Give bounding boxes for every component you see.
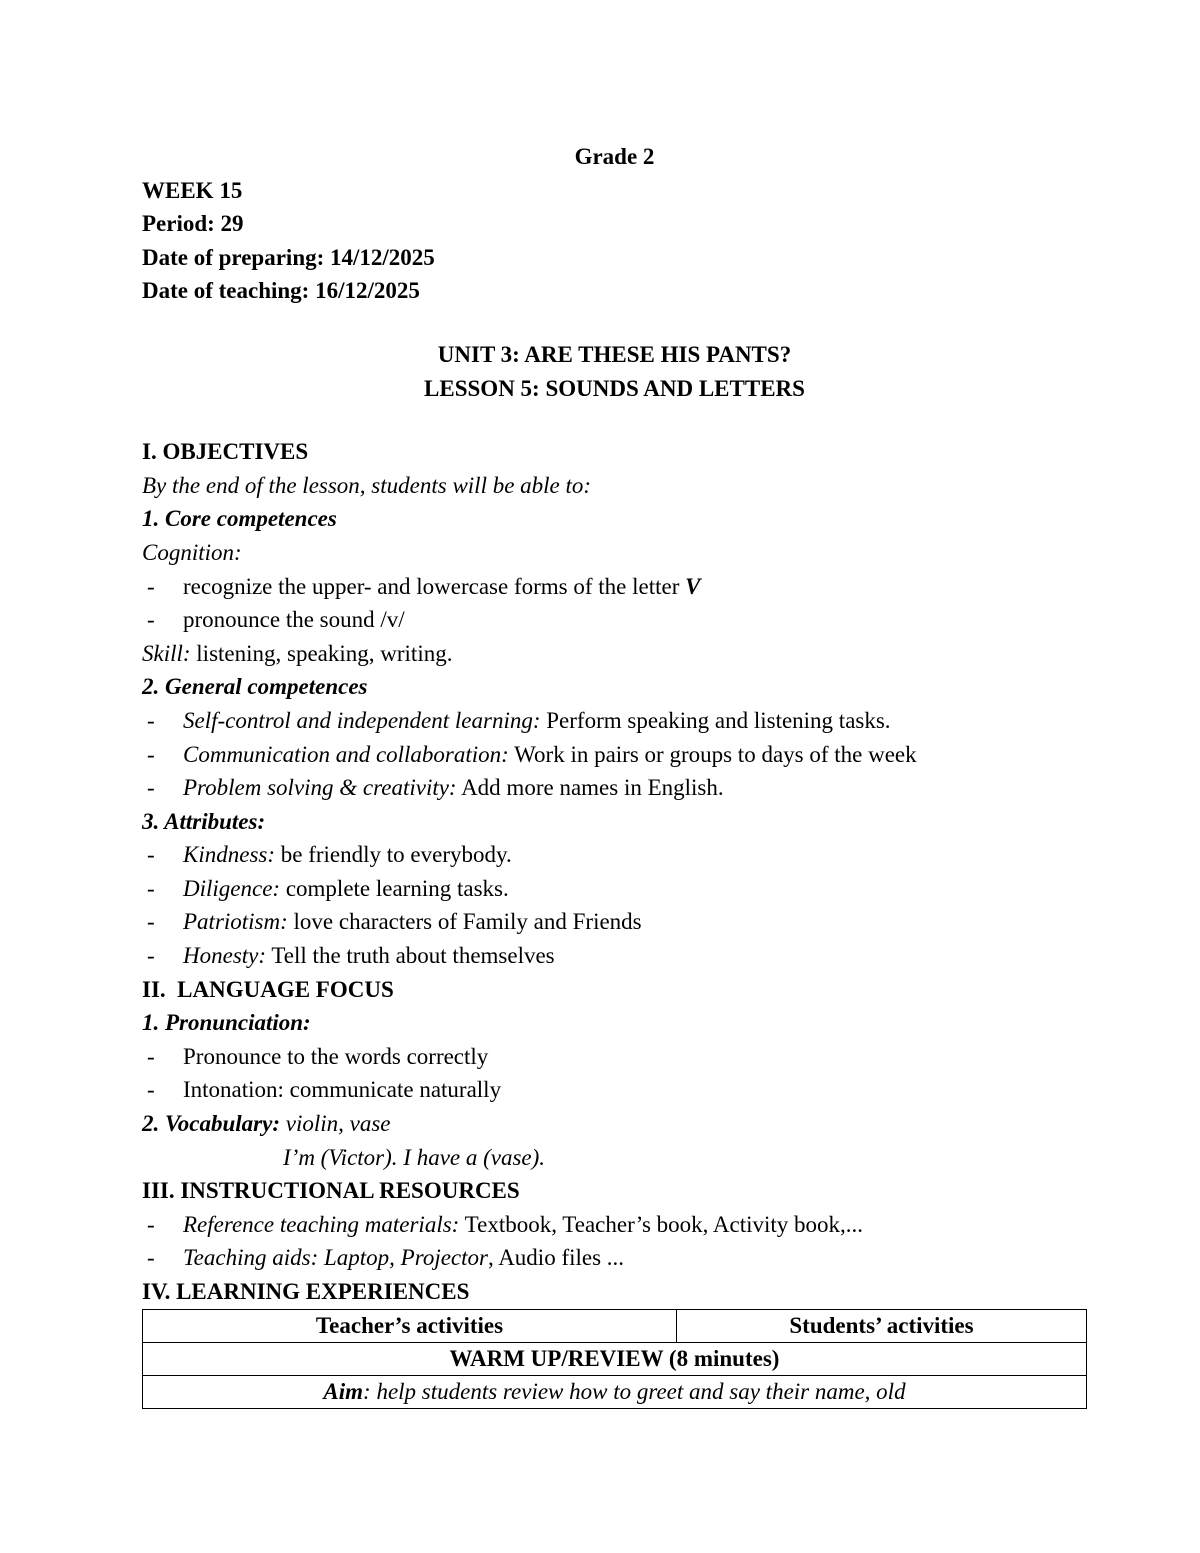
learning-experiences-table (142, 1309, 1087, 1409)
date-teaching: Date of teaching: 16/12/2025 (142, 278, 420, 304)
attribute-text: love characters of Family and Friends (287, 909, 642, 935)
table-row (143, 1342, 1087, 1375)
lesson-title: LESSON 5: SOUNDS AND LETTERS (424, 375, 805, 401)
vocabulary-example: I’m (Victor). I have a (vase). (283, 1144, 546, 1170)
competence-label: Communication and collaboration: (183, 741, 509, 767)
general-competences-heading: 2. General competences (142, 674, 368, 700)
dash-bullet: - (147, 842, 155, 868)
list-item (142, 838, 1087, 872)
stage-heading-cell: WARM UP/REVIEW (8 minutes) (143, 1342, 1087, 1375)
dash-bullet: - (147, 775, 155, 801)
dash-bullet: - (147, 875, 155, 901)
objectives-intro: By the end of the lesson, students will be able to: (142, 472, 592, 498)
attribute-text: be friendly to everybody. (275, 842, 512, 868)
cognition-item-text: recognize the upper- and lowercase forms of the letter (183, 573, 686, 599)
cognition-list (142, 570, 1087, 637)
competence-label: Self-control and independent learning: (183, 707, 541, 733)
aim-text: : help students review how to greet and say their name, old (363, 1378, 906, 1404)
list-item (142, 1208, 1087, 1242)
dash-bullet: - (147, 943, 155, 969)
resource-label: Reference teaching materials: (183, 1211, 460, 1237)
general-competences-list (142, 704, 1087, 805)
attribute-label: Honesty: (183, 943, 267, 969)
attribute-text: complete learning tasks. (280, 875, 509, 901)
aim-cell (143, 1375, 1087, 1408)
list-item (142, 738, 1087, 772)
competence-text: Perform speaking and listening tasks. (540, 707, 891, 733)
list-item (142, 905, 1087, 939)
list-item (142, 570, 1087, 604)
competence-text: Work in pairs or groups to days of the week (508, 741, 917, 767)
list-item (142, 603, 1087, 637)
students-activities-header: Students’ activities (677, 1309, 1087, 1342)
list-item (142, 1241, 1087, 1275)
table-header-row (143, 1309, 1087, 1342)
attribute-label: Kindness: (183, 842, 275, 868)
dash-bullet: - (147, 1211, 155, 1237)
dash-bullet: - (147, 573, 155, 599)
pronunciation-item-text: Pronounce to the words correctly (183, 1043, 489, 1069)
dash-bullet: - (147, 1245, 155, 1271)
letter-v: V (685, 573, 701, 599)
cognition-item-text: pronounce the sound /v/ (183, 607, 405, 633)
skill-label: Skill: (142, 640, 191, 666)
vocabulary-words: violin, vase (280, 1111, 391, 1137)
pronunciation-heading: 1. Pronunciation: (142, 1010, 311, 1036)
dash-bullet: - (147, 1077, 155, 1103)
list-item (142, 872, 1087, 906)
attributes-list (142, 838, 1087, 972)
competence-text: Add more names in English. (456, 775, 724, 801)
attribute-label: Patriotism: (183, 909, 288, 935)
period-label: Period: 29 (142, 211, 244, 237)
lesson-plan-page (142, 140, 1087, 1409)
attribute-text: Tell the truth about themselves (266, 943, 555, 969)
week-label: WEEK 15 (142, 177, 243, 203)
pronunciation-list (142, 1040, 1087, 1107)
lesson-title-block (142, 338, 1087, 405)
unit-title: UNIT 3: ARE THESE HIS PANTS? (437, 341, 792, 367)
dash-bullet: - (147, 741, 155, 767)
list-item (142, 939, 1087, 973)
resource-label: Teaching aids: Laptop, Projector (183, 1245, 488, 1271)
pronunciation-item-text: Intonation: communicate naturally (183, 1077, 502, 1103)
list-item (142, 771, 1087, 805)
list-item (142, 1040, 1087, 1074)
skill-text: listening, speaking, writing. (190, 640, 453, 666)
attribute-label: Diligence: (183, 875, 281, 901)
dash-bullet: - (147, 1043, 155, 1069)
competence-label: Problem solving & creativity: (183, 775, 457, 801)
grade-label: Grade 2 (574, 144, 655, 169)
table-row (143, 1375, 1087, 1408)
list-item (142, 1073, 1087, 1107)
dash-bullet: - (147, 707, 155, 733)
learning-experiences-heading: IV. LEARNING EXPERIENCES (142, 1279, 470, 1304)
skill-line (142, 637, 1087, 671)
list-item (142, 704, 1087, 738)
aim-label: Aim (323, 1378, 364, 1404)
resource-text: , Audio files ... (487, 1245, 625, 1271)
vocabulary-heading: 2. Vocabulary: (142, 1111, 280, 1137)
dash-bullet: - (147, 909, 155, 935)
attributes-heading: 3. Attributes: (142, 808, 266, 834)
date-preparing: Date of preparing: 14/12/2025 (142, 244, 435, 270)
cognition-label: Cognition: (142, 539, 242, 565)
objectives-heading: I. OBJECTIVES (142, 439, 309, 465)
vocabulary-line (142, 1107, 1087, 1141)
dash-bullet: - (147, 607, 155, 633)
resources-list (142, 1208, 1087, 1275)
core-competences-heading: 1. Core competences (142, 506, 337, 532)
resource-text: Textbook, Teacher’s book, Activity book,... (459, 1211, 864, 1237)
language-focus-heading: II. LANGUAGE FOCUS (142, 976, 394, 1002)
teacher-activities-header: Teacher’s activities (143, 1309, 677, 1342)
resources-heading: III. INSTRUCTIONAL RESOURCES (142, 1178, 520, 1204)
